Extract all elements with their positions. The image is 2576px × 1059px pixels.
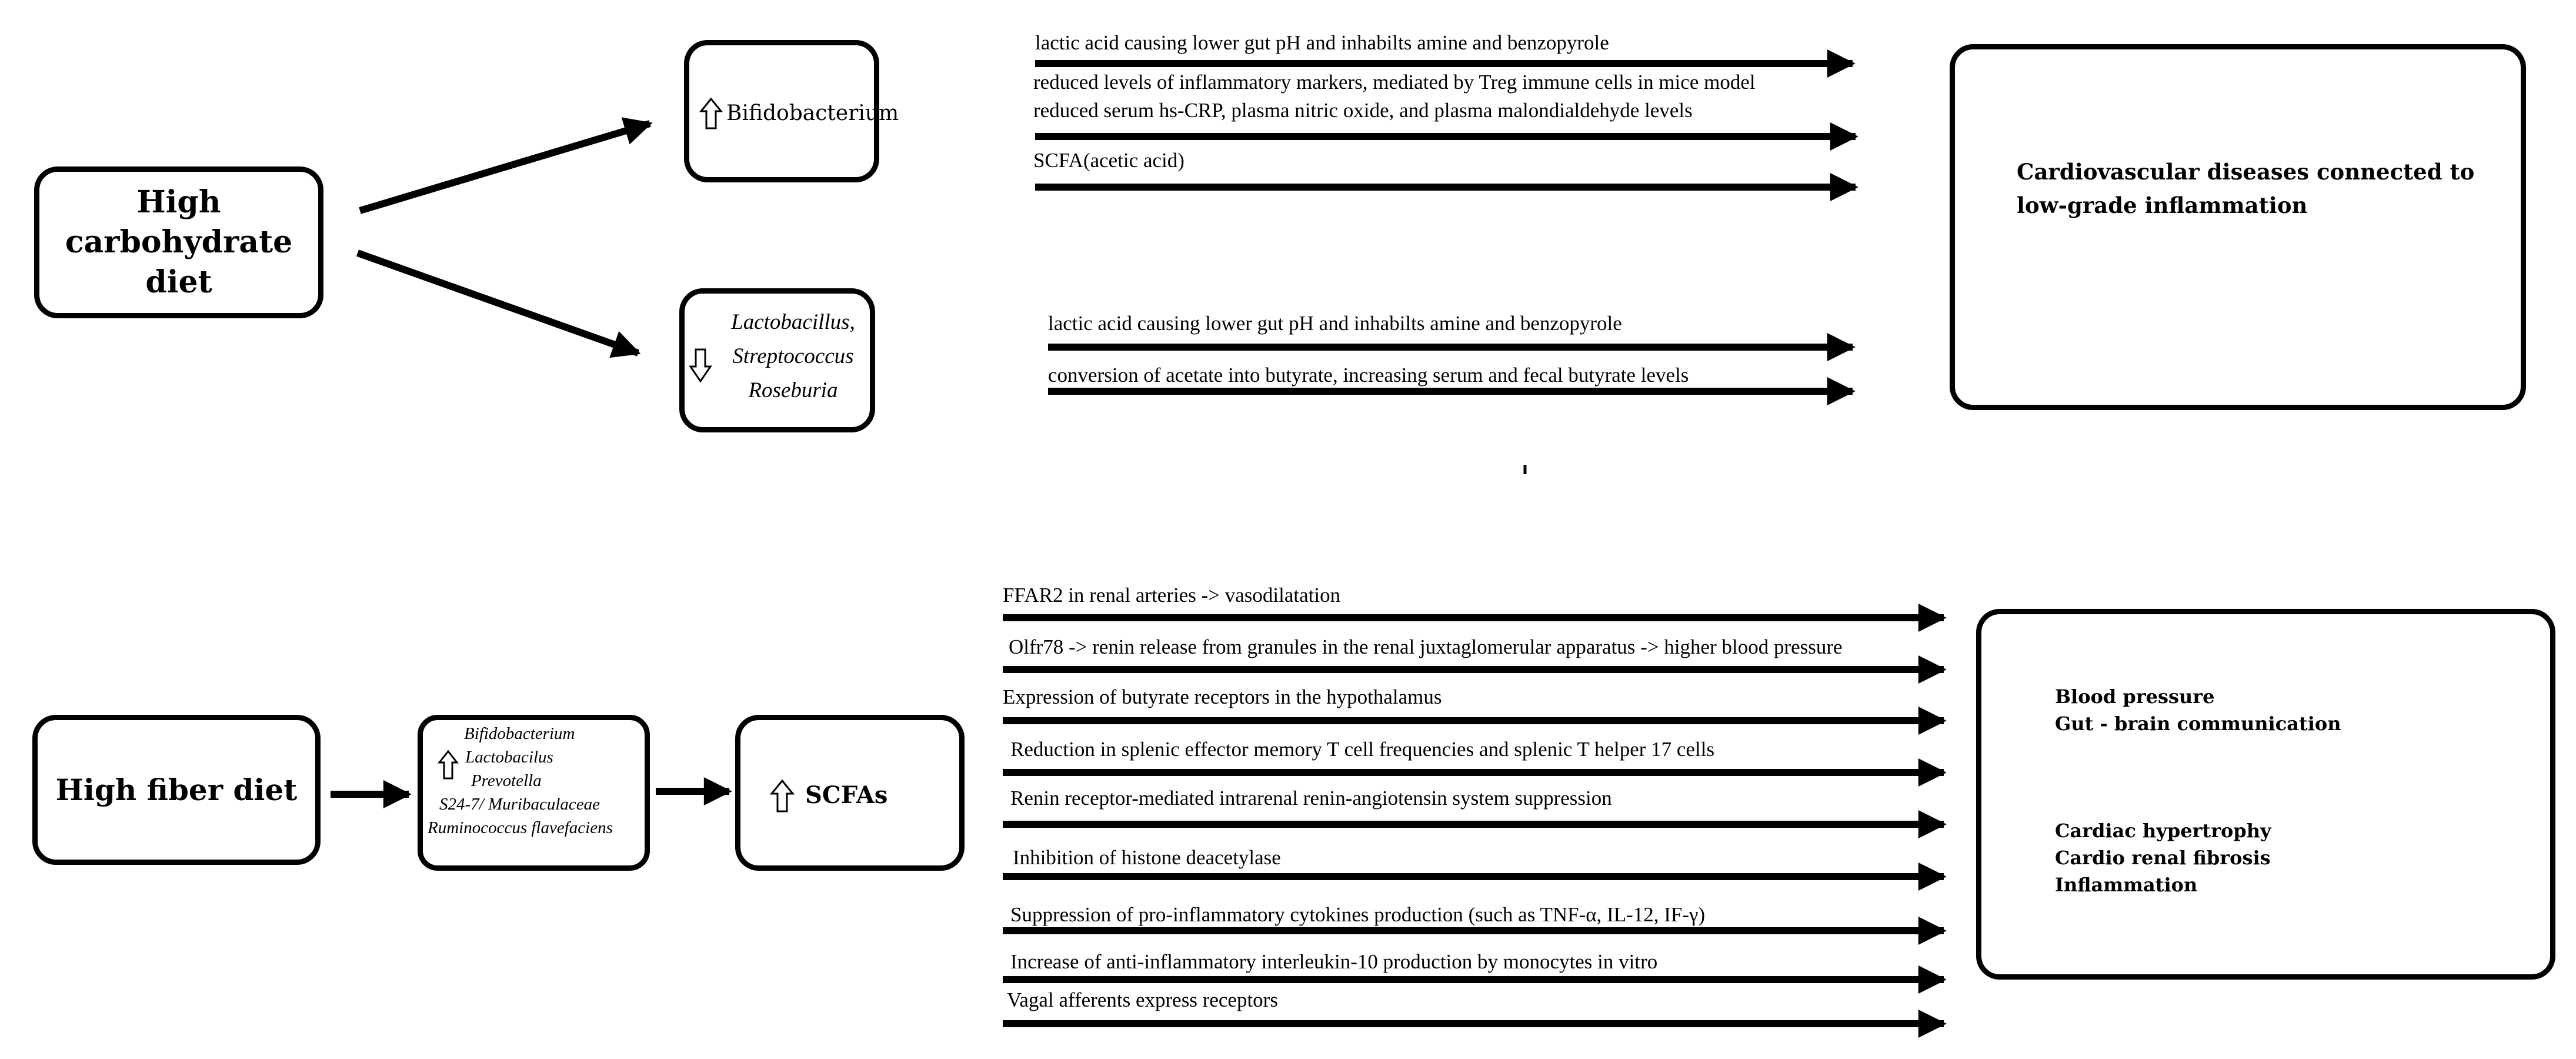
outcome-line-1: Cardiovascular diseases connected to [2017,159,2475,185]
scfas-box [735,715,965,871]
arrow-diet-to-lacto [358,253,638,353]
bifidobacterium-up-box [684,40,899,182]
outcome-cardiac-hypertrophy: Cardiac hypertrophy [2055,820,2271,842]
mechanism-6: Inhibition of histone deacetylase [1013,846,1281,869]
down-arrow-icon [689,348,712,383]
fiber-bacteria-box [418,715,650,871]
mechanism-8: Increase of anti-inflammatory interleukin-10 production by monocytes in vitro [1010,950,1658,973]
bottom-outcome-box [1976,609,2555,980]
fiber-diet-title: High fiber diet [55,772,298,807]
mechanism-2: Olfr78 -> renin release from granules in the renal juxtaglomerular apparatus -> higher blood pressure [1009,635,1843,658]
scfas-label: SCFAs [805,781,888,809]
bacteria-prevotella: Prevotella [471,771,542,790]
up-arrow-icon [699,97,723,130]
bacteria-muribaculaceae: S24-7/ Muribaculaceae [439,795,600,814]
arrow-diet-to-bifido [360,124,650,211]
top-up-effect-4: SCFA(acetic acid) [1033,149,1184,172]
diet-title-line-1: High [136,184,221,220]
outcome-inflammation: Inflammation [2055,874,2198,896]
outcome-gut-brain: Gut - brain communication [2055,712,2341,735]
mechanism-7: Suppression of pro-inflammatory cytokines production (such as TNF-α, IL-12, IF-γ) [1010,903,1706,926]
up-arrow-icon [770,779,795,813]
bacteria-bifidobacterium: Bifidobacterium [464,724,575,743]
lactobacillus-label: Lactobacillus, [731,310,855,334]
mechanism-1: FFAR2 in renal arteries -> vasodilatation [1003,584,1341,607]
top-down-effect-1: lactic acid causing lower gut pH and inhabilts amine and benzopyrole [1048,312,1622,335]
high-fiber-diet-box [32,715,321,865]
mechanism-9: Vagal afferents express receptors [1007,988,1278,1011]
bifidobacterium-label: Bifidobacterium [726,101,899,125]
mechanism-5: Renin receptor-mediated intrarenal renin-angiotensin system suppression [1010,787,1612,810]
mechanism-4: Reduction in splenic effector memory T cell frequencies and splenic T helper 17 cells [1010,738,1715,761]
cardiovascular-outcome-box [1950,44,2526,410]
outcome-blood-pressure: Blood pressure [2055,685,2215,708]
lactobacillus-down-box [679,288,875,432]
mechanism-3: Expression of butyrate receptors in the hypothalamus [1003,685,1442,708]
high-carbohydrate-diet-box [34,166,323,318]
outcome-line-2: low-grade inflammation [2017,192,2308,218]
top-up-effect-3: reduced serum hs-CRP, plasma nitric oxide, and plasma malondialdehyde levels [1033,99,1693,122]
bacteria-lactobacilus: Lactobacilus [465,748,553,767]
top-up-effect-2: reduced levels of inflammatory markers, mediated by Treg immune cells in mice model [1033,71,1756,94]
roseburia-label: Roseburia [748,378,838,402]
streptococcus-label: Streptococcus [732,344,854,368]
top-down-effect-2: conversion of acetate into butyrate, increasing serum and fecal butyrate levels [1048,364,1689,387]
diet-title-line-2: carbohydrate diet [65,224,293,300]
outcome-cardio-renal-fibrosis: Cardio renal fibrosis [2055,847,2271,869]
top-up-effect-1: lactic acid causing lower gut pH and inhabilts amine and benzopyrole [1035,31,1609,54]
bacteria-ruminococcus: Ruminococcus flavefaciens [428,818,613,837]
